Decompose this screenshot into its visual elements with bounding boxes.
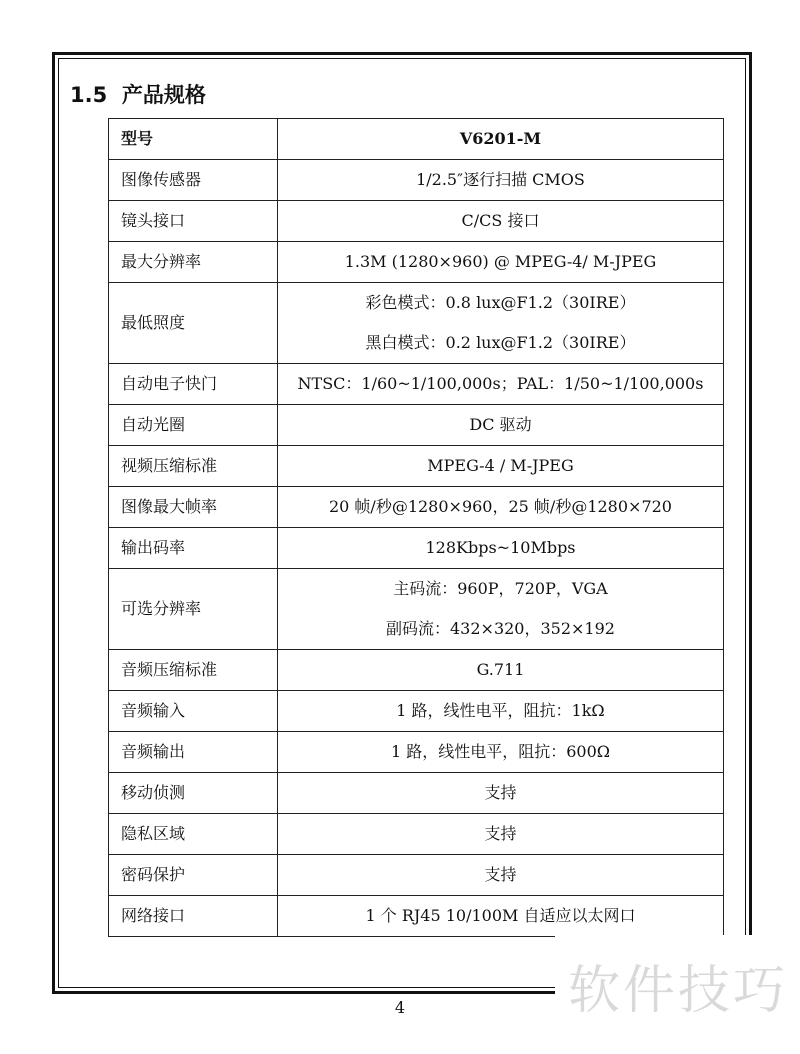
page-number: 4 <box>394 998 406 1017</box>
spec-value-line: 支持 <box>484 865 517 884</box>
section-heading <box>70 80 206 110</box>
spec-value <box>278 446 724 487</box>
spec-table-row <box>109 160 724 201</box>
spec-value <box>278 896 724 937</box>
spec-value-line: MPEG-4 / M-JPEG <box>427 456 574 475</box>
spec-value <box>278 650 724 691</box>
spec-value-line: 主码流：960P，720P，VGA <box>393 579 608 598</box>
spec-value <box>278 691 724 732</box>
spec-value <box>278 773 724 814</box>
spec-table-row <box>109 814 724 855</box>
spec-value-line: 1.3M (1280×960) @ MPEG-4/ M-JPEG <box>344 252 657 271</box>
spec-label: 音频压缩标准 <box>109 650 278 691</box>
spec-table-row <box>109 242 724 283</box>
spec-header-label: 型号 <box>109 119 278 160</box>
spec-label: 音频输入 <box>109 691 278 732</box>
spec-label: 自动光圈 <box>109 405 278 446</box>
spec-value <box>278 242 724 283</box>
spec-table-row <box>109 691 724 732</box>
spec-value <box>278 855 724 896</box>
spec-value <box>278 283 724 364</box>
spec-label: 音频输出 <box>109 732 278 773</box>
spec-value-line: 彩色模式：0.8 lux@F1.2（30IRE） <box>365 293 636 312</box>
spec-value-line: 1/2.5″逐行扫描 CMOS <box>416 170 585 189</box>
spec-table-row <box>109 773 724 814</box>
spec-label: 输出码率 <box>109 528 278 569</box>
spec-value-line: NTSC：1/60~1/100,000s；PAL：1/50~1/100,000s <box>297 374 704 393</box>
spec-table-row <box>109 650 724 691</box>
spec-table-row <box>109 569 724 650</box>
watermark-text: 软件技巧 <box>568 961 789 1021</box>
spec-table-row <box>109 732 724 773</box>
spec-table-row <box>109 896 724 937</box>
spec-label: 可选分辨率 <box>109 569 278 650</box>
spec-value <box>278 201 724 242</box>
spec-value-line: 支持 <box>484 783 517 802</box>
section-number: 1.5 <box>70 83 108 107</box>
spec-table-row <box>109 364 724 405</box>
spec-label: 图像传感器 <box>109 160 278 201</box>
spec-value-line: 20 帧/秒@1280×960，25 帧/秒@1280×720 <box>328 497 672 516</box>
spec-label: 视频压缩标准 <box>109 446 278 487</box>
spec-value <box>278 569 724 650</box>
spec-table-header-row <box>109 119 724 160</box>
spec-label: 镜头接口 <box>109 201 278 242</box>
spec-value-line: DC 驱动 <box>469 415 532 434</box>
spec-table-row <box>109 405 724 446</box>
spec-label: 自动电子快门 <box>109 364 278 405</box>
spec-value <box>278 405 724 446</box>
spec-value <box>278 364 724 405</box>
spec-value-line: 黑白模式：0.2 lux@F1.2（30IRE） <box>365 333 636 352</box>
spec-table-row <box>109 855 724 896</box>
spec-label: 图像最大帧率 <box>109 487 278 528</box>
spec-value <box>278 814 724 855</box>
spec-value-line: G.711 <box>476 660 525 679</box>
spec-value-line: 副码流：432×320，352×192 <box>386 619 615 638</box>
spec-value <box>278 160 724 201</box>
spec-value-line: 支持 <box>484 824 517 843</box>
spec-value-line: 1 路，线性电平，阻抗：1kΩ <box>396 701 605 720</box>
spec-value-line: 128Kbps~10Mbps <box>425 538 576 557</box>
spec-value-line: C/CS 接口 <box>461 211 540 230</box>
spec-label: 移动侦测 <box>109 773 278 814</box>
spec-table-row <box>109 446 724 487</box>
spec-table-row <box>109 487 724 528</box>
spec-label: 隐私区域 <box>109 814 278 855</box>
spec-label: 最低照度 <box>109 283 278 364</box>
spec-table-row <box>109 283 724 364</box>
spec-value-line: 1 个 RJ45 10/100M 自适应以太网口 <box>365 906 636 925</box>
spec-value-line: 1 路，线性电平，阻抗：600Ω <box>390 742 611 761</box>
spec-value <box>278 528 724 569</box>
spec-label: 密码保护 <box>109 855 278 896</box>
spec-label: 网络接口 <box>109 896 278 937</box>
section-title: 产品规格 <box>121 83 206 107</box>
spec-label: 最大分辨率 <box>109 242 278 283</box>
spec-value <box>278 487 724 528</box>
spec-table <box>108 118 724 937</box>
spec-table-row <box>109 201 724 242</box>
spec-table-row <box>109 528 724 569</box>
spec-value <box>278 732 724 773</box>
spec-header-value: V6201-M <box>278 119 724 160</box>
